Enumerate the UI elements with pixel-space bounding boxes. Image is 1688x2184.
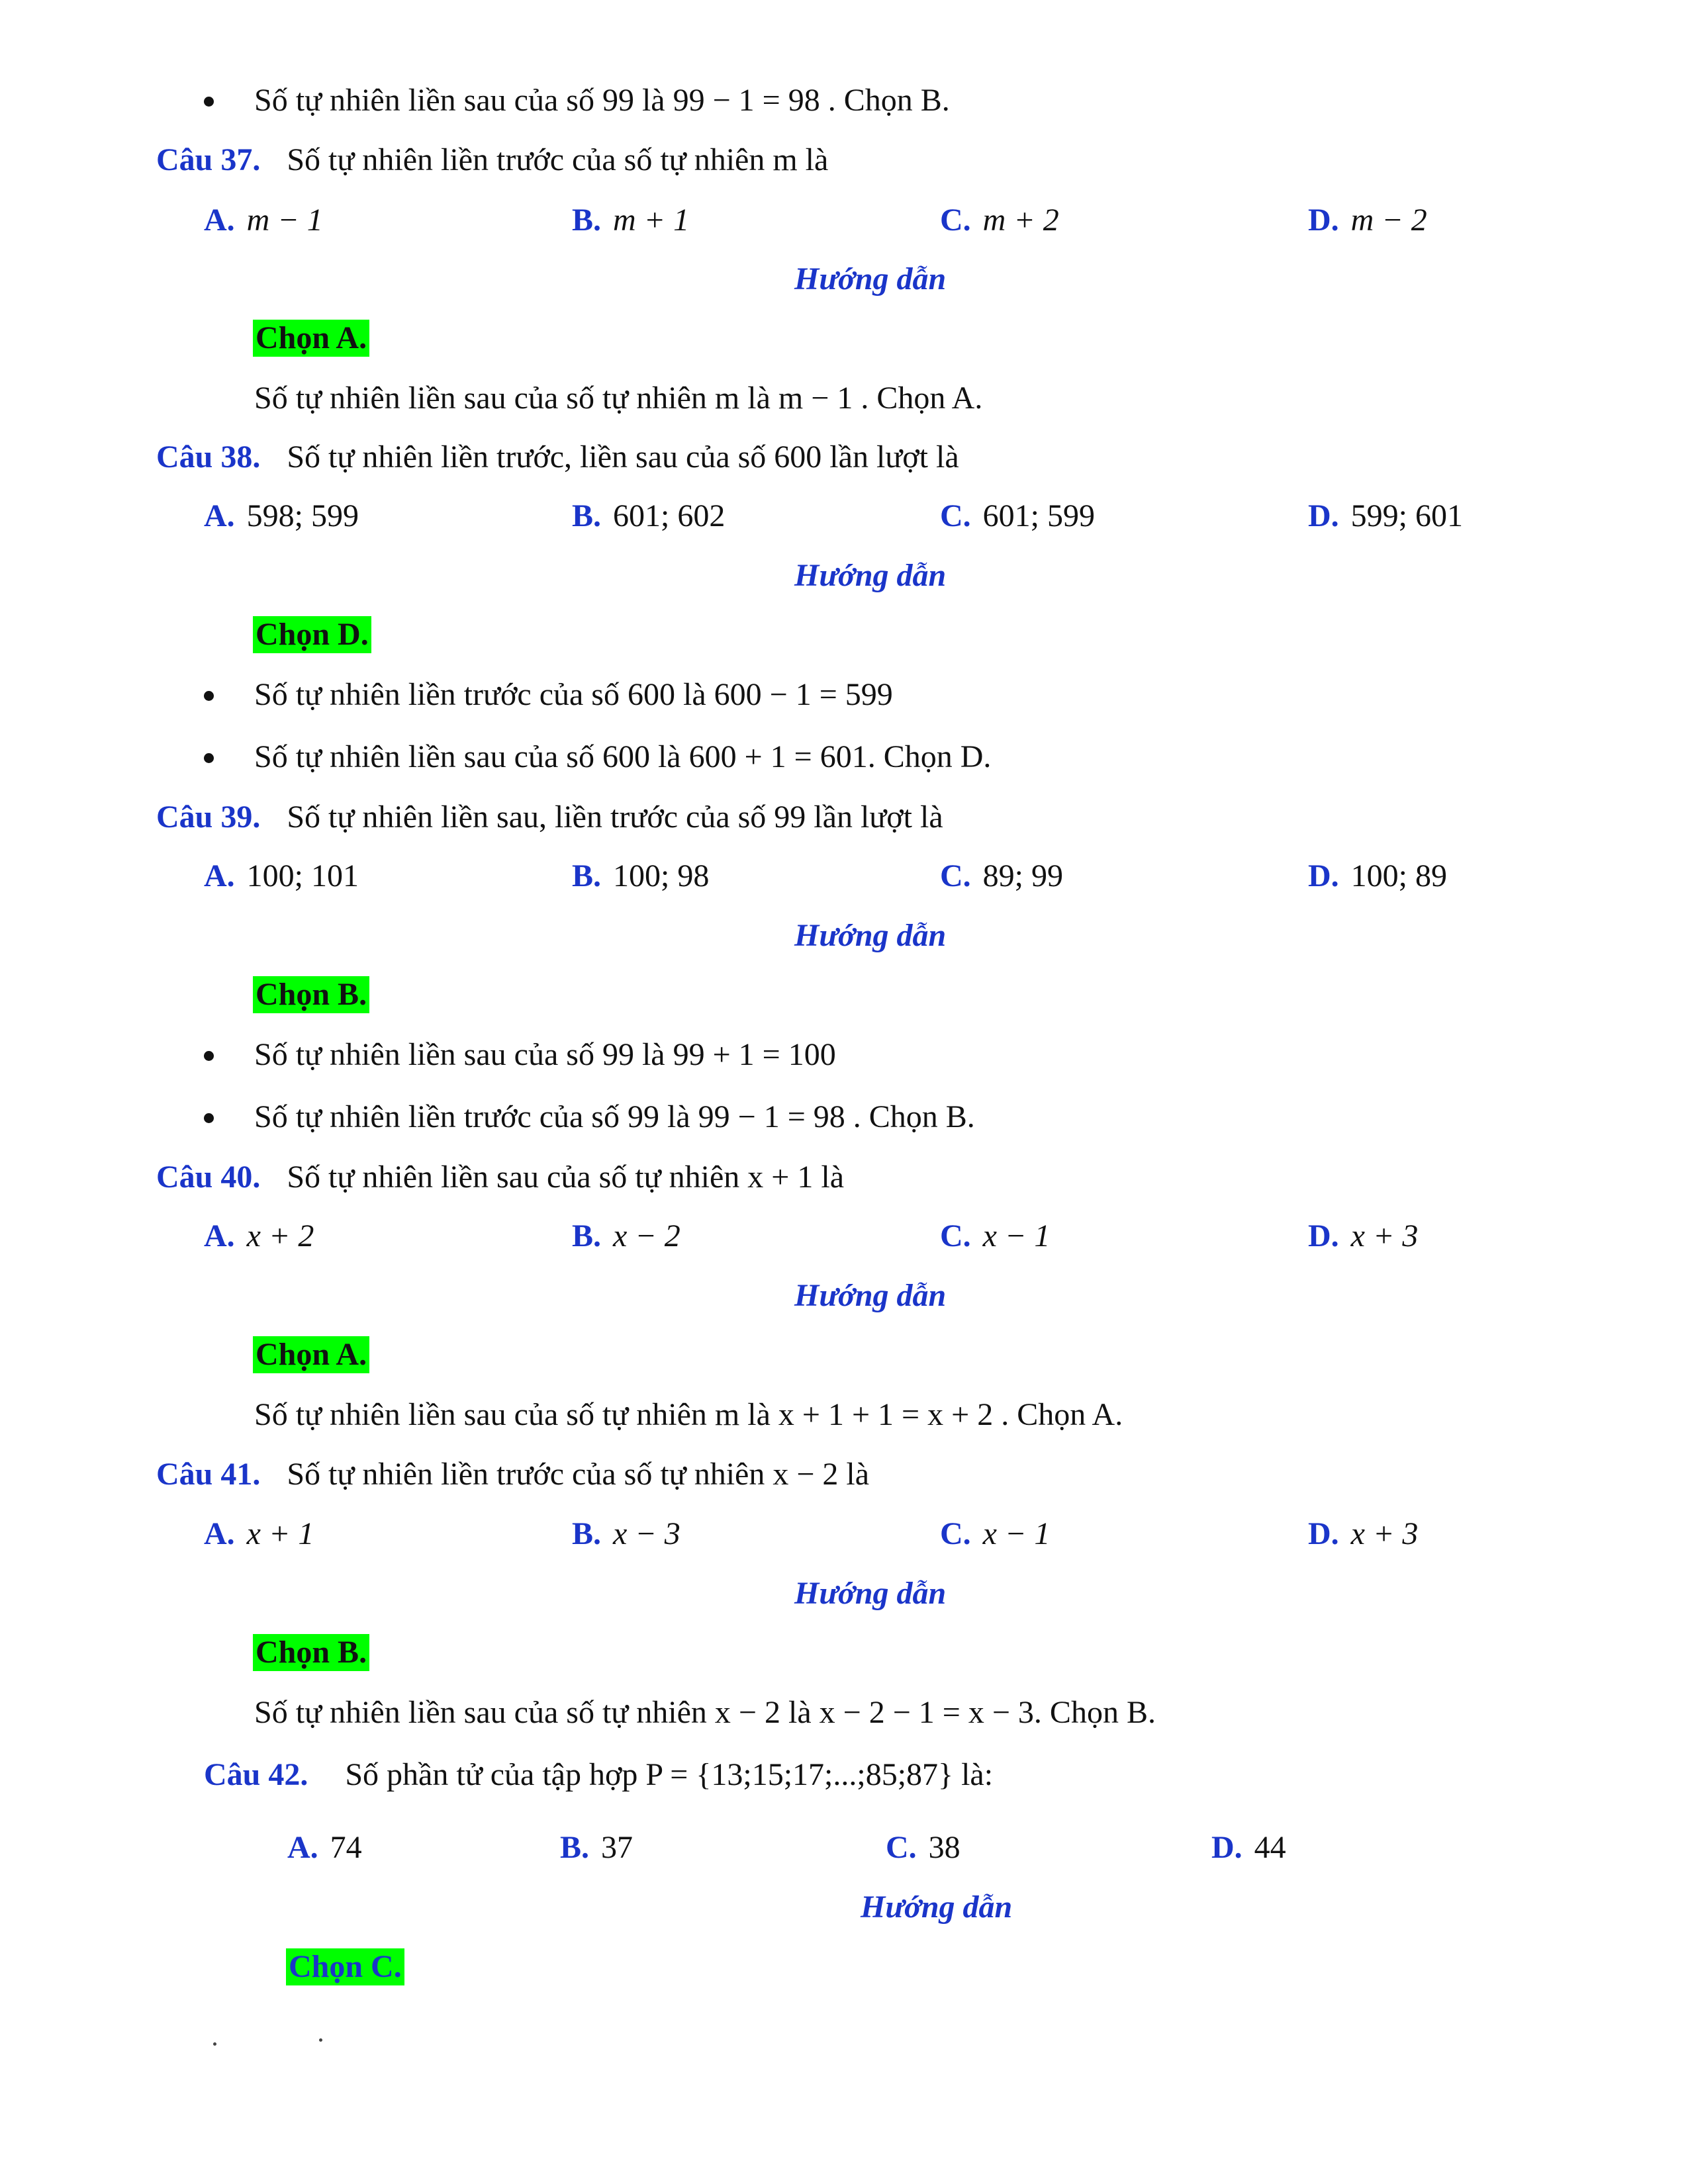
explanation-bullet: Số tự nhiên liền trước của số 99 là 99 − 1 = 98 . Chọn B. — [254, 1097, 975, 1137]
guide-heading: Hướng dẫn — [794, 261, 947, 296]
option-text: x − 3 — [613, 1516, 680, 1551]
option-text: x + 3 — [1350, 1218, 1419, 1253]
option-text: 100; 98 — [613, 858, 710, 893]
question-37 — [156, 140, 828, 180]
option-label: C. — [886, 1830, 917, 1865]
option-text: x − 2 — [613, 1218, 680, 1253]
question-number: Câu 40. — [156, 1160, 261, 1195]
option-text: m + 1 — [613, 203, 690, 238]
question-text: Số tự nhiên liền sau, liền trước của số 99 lần lượt là — [287, 799, 943, 835]
option-text: m + 2 — [982, 203, 1059, 238]
answer-badge: Chọn B. — [253, 976, 369, 1013]
option-a — [204, 1216, 314, 1256]
answer-badge: Chọn A. — [253, 320, 369, 357]
option-c — [940, 496, 1095, 536]
option-d — [1308, 496, 1463, 536]
option-text: 37 — [601, 1830, 633, 1865]
option-d — [1308, 856, 1447, 896]
question-number: Câu 42. — [204, 1757, 308, 1792]
option-label: C. — [940, 498, 971, 533]
option-label: C. — [940, 1516, 971, 1551]
guide-heading: Hướng dẫn — [794, 558, 947, 593]
option-a — [204, 856, 359, 896]
option-b — [572, 496, 725, 536]
question-text: Số phần tử của tập hợp P = {13;15;17;...;85;87} là: — [345, 1757, 994, 1792]
option-d — [1308, 1216, 1418, 1256]
option-label: D. — [1211, 1830, 1243, 1865]
option-text: x − 1 — [982, 1218, 1051, 1253]
option-text: m − 1 — [246, 203, 323, 238]
option-text: 44 — [1254, 1830, 1286, 1865]
option-a — [204, 201, 323, 240]
guide-heading: Hướng dẫn — [794, 1278, 947, 1313]
option-c — [940, 1216, 1050, 1256]
option-label: B. — [572, 1516, 602, 1551]
option-b — [572, 856, 709, 896]
option-label: D. — [1308, 1218, 1339, 1253]
option-text: 38 — [928, 1830, 961, 1865]
option-label: A. — [204, 1218, 235, 1253]
option-label: B. — [560, 1830, 590, 1865]
stray-mark — [213, 2042, 216, 2046]
option-label: C. — [940, 858, 971, 893]
option-d — [1308, 201, 1427, 240]
option-a — [204, 1514, 314, 1554]
answer-badge: Chọn B. — [253, 1634, 369, 1671]
answer-badge: Chọn A. — [253, 1336, 369, 1373]
question-number: Câu 41. — [156, 1457, 261, 1492]
option-text: 599; 601 — [1350, 498, 1464, 533]
question-number: Câu 38. — [156, 439, 261, 475]
explanation: Số tự nhiên liền sau của số tự nhiên x − 2 là x − 2 − 1 = x − 3. Chọn B. — [254, 1695, 1156, 1730]
option-label: A. — [204, 1516, 235, 1551]
answer-badge: Chọn D. — [253, 616, 371, 653]
question-number: Câu 39. — [156, 799, 261, 835]
explanation-bullet: Số tự nhiên liền sau của số 600 là 600 + 1 = 601. Chọn D. — [254, 737, 991, 777]
option-text: x − 1 — [982, 1516, 1051, 1551]
option-label: D. — [1308, 203, 1339, 238]
option-text: 100; 101 — [246, 858, 359, 893]
option-b — [572, 201, 689, 240]
option-c — [940, 1514, 1050, 1554]
option-text: x + 3 — [1350, 1516, 1419, 1551]
option-label: A. — [287, 1830, 318, 1865]
intro-bullet-line: Số tự nhiên liền sau của số 99 là 99 − 1 = 98 . Chọn B. — [254, 81, 950, 120]
option-label: C. — [940, 203, 971, 238]
option-a — [287, 1828, 362, 1868]
option-c — [886, 1828, 961, 1868]
question-42 — [204, 1755, 993, 1795]
option-label: B. — [572, 203, 602, 238]
option-label: A. — [204, 498, 235, 533]
option-label: B. — [572, 498, 602, 533]
question-40 — [156, 1158, 844, 1197]
option-label: C. — [940, 1218, 971, 1253]
question-text: Số tự nhiên liền sau của số tự nhiên x + 1 là — [287, 1160, 844, 1195]
option-label: B. — [572, 1218, 602, 1253]
explanation-bullet: Số tự nhiên liền trước của số 600 là 600 − 1 = 599 — [254, 675, 893, 715]
option-d — [1308, 1514, 1418, 1554]
option-text: x + 2 — [246, 1218, 314, 1253]
option-label: A. — [204, 203, 235, 238]
option-c — [940, 201, 1059, 240]
option-b — [560, 1828, 633, 1868]
option-text: 100; 89 — [1350, 858, 1448, 893]
option-label: D. — [1308, 1516, 1339, 1551]
guide-heading: Hướng dẫn — [794, 918, 947, 953]
explanation-bullet: Số tự nhiên liền sau của số 99 là 99 + 1 = 100 — [254, 1035, 836, 1075]
question-text: Số tự nhiên liền trước của số tự nhiên m là — [287, 142, 829, 177]
option-d — [1211, 1828, 1286, 1868]
option-label: D. — [1308, 498, 1339, 533]
option-label: A. — [204, 858, 235, 893]
option-text: 74 — [330, 1830, 362, 1865]
explanation: Số tự nhiên liền sau của số tự nhiên m là m − 1 . Chọn A. — [254, 381, 983, 416]
option-text: 601; 602 — [613, 498, 726, 533]
option-text: m − 2 — [1350, 203, 1427, 238]
option-c — [940, 856, 1063, 896]
question-41 — [156, 1455, 869, 1494]
question-text: Số tự nhiên liền trước của số tự nhiên x − 2 là — [287, 1457, 870, 1492]
question-38 — [156, 437, 959, 477]
option-text: x + 1 — [246, 1516, 314, 1551]
option-b — [572, 1514, 680, 1554]
option-text: 598; 599 — [246, 498, 359, 533]
option-label: D. — [1308, 858, 1339, 893]
option-label: B. — [572, 858, 602, 893]
guide-heading: Hướng dẫn — [861, 1889, 1013, 1925]
option-text: 89; 99 — [982, 858, 1064, 893]
stray-mark — [319, 2038, 322, 2042]
option-a — [204, 496, 359, 536]
question-text: Số tự nhiên liền trước, liền sau của số 600 lần lượt là — [287, 439, 959, 475]
guide-heading: Hướng dẫn — [794, 1576, 947, 1611]
answer-badge: Chọn C. — [286, 1948, 404, 1985]
explanation: Số tự nhiên liền sau của số tự nhiên m là x + 1 + 1 = x + 2 . Chọn A. — [254, 1397, 1123, 1432]
option-text: 601; 599 — [982, 498, 1096, 533]
question-number: Câu 37. — [156, 142, 261, 177]
option-b — [572, 1216, 680, 1256]
question-39 — [156, 797, 943, 837]
